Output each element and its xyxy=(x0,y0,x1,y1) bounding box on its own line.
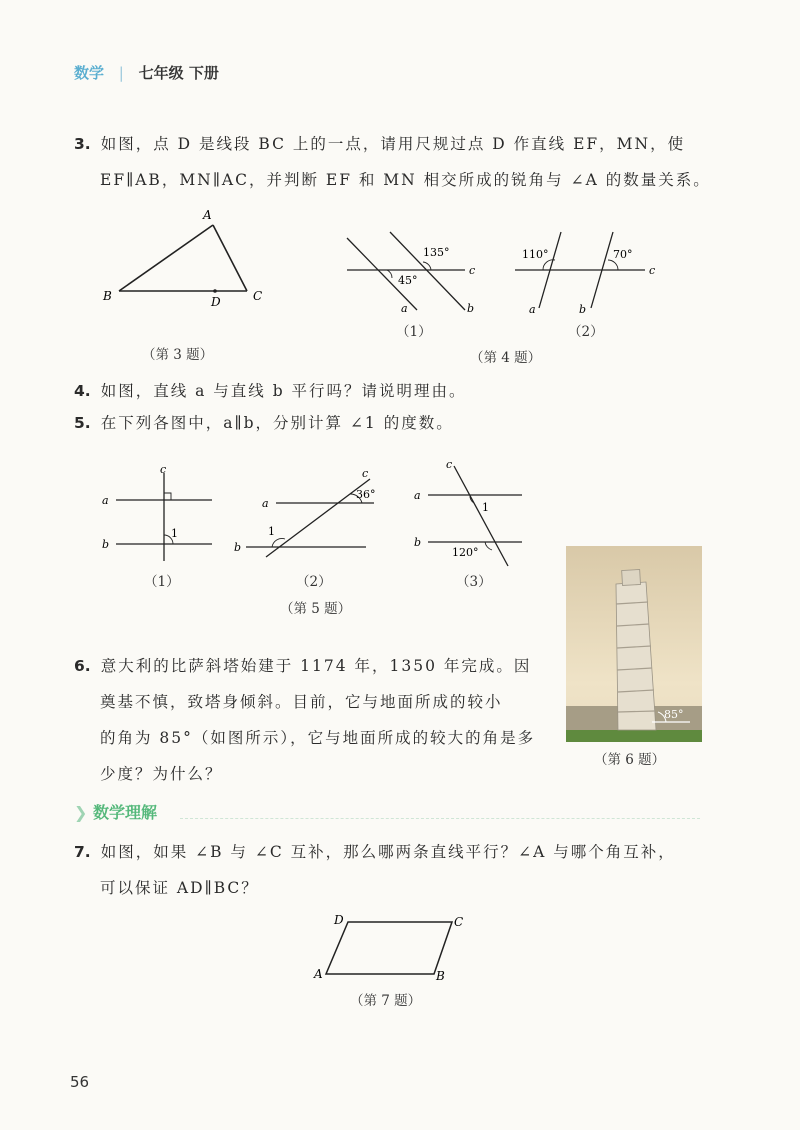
question-5 xyxy=(74,405,714,441)
right-angle-mark xyxy=(164,493,171,500)
label-120: 120° xyxy=(452,546,479,559)
label-b: b xyxy=(414,536,422,549)
figure-4-part-1 xyxy=(335,228,485,323)
label-c: c xyxy=(469,264,476,277)
arc-45 xyxy=(387,270,392,278)
caption-figure-5-1: （1） xyxy=(144,574,180,590)
caption-figure-5-2: （2） xyxy=(296,574,332,590)
label-85: 85° xyxy=(664,708,684,721)
label-c: C xyxy=(253,289,263,303)
header-grade: 七年级 下册 xyxy=(138,64,219,82)
question-6-line-2: 奠基不慎，致塔身倾斜。目前，它与地面所成的较小 xyxy=(100,693,503,711)
line-c xyxy=(266,479,370,557)
label-a: a xyxy=(414,489,421,502)
label-c: c xyxy=(649,264,656,277)
caption-question-3: （第 3 题） xyxy=(142,347,214,363)
label-45: 45° xyxy=(398,274,418,287)
point-d xyxy=(213,289,217,293)
question-7-line-2: 可以保证 AD∥BC？ xyxy=(100,879,259,897)
parallelogram-abcd xyxy=(326,922,452,974)
question-7-number: 7. xyxy=(74,843,91,861)
grass xyxy=(566,730,702,742)
label-d: D xyxy=(334,913,344,927)
header-separator: | xyxy=(118,64,124,82)
question-3-line-2: EF∥AB，MN∥AC，并判断 EF 和 MN 相交所成的锐角与 ∠A 的数量关系。 xyxy=(100,171,711,189)
label-c: c xyxy=(160,465,167,476)
question-6-line-4: 少度？为什么？ xyxy=(100,765,223,783)
page-number: 56 xyxy=(70,1073,90,1091)
caption-figure-4-2: （2） xyxy=(568,324,604,340)
label-b: B xyxy=(103,289,112,303)
label-b: b xyxy=(234,541,242,554)
caption-question-6: （第 6 题） xyxy=(594,752,666,768)
label-70: 70° xyxy=(613,248,633,261)
question-4-text: 如图，直线 a 与直线 b 平行吗？请说明理由。 xyxy=(100,382,467,400)
caption-question-5: （第 5 题） xyxy=(280,601,352,617)
question-6-line-3: 的角为 85°（如图所示），它与地面所成的较大的角是多 xyxy=(100,729,536,747)
label-b: b xyxy=(467,302,475,315)
question-4 xyxy=(74,373,714,409)
figure-3-triangle xyxy=(95,205,275,315)
question-5-text: 在下列各图中，a∥b，分别计算 ∠1 的度数。 xyxy=(100,414,454,432)
figure-5-part-3 xyxy=(410,460,535,570)
question-7 xyxy=(74,834,724,906)
caption-question-7: （第 7 题） xyxy=(350,993,422,1009)
chevron-right-icon: ❯ xyxy=(74,803,88,822)
leaning-tower-photo xyxy=(566,546,702,742)
label-c: c xyxy=(446,460,453,471)
running-header xyxy=(74,62,219,83)
figure-4-part-2 xyxy=(505,228,665,323)
header-subject: 数学 xyxy=(74,64,105,82)
label-1: 1 xyxy=(268,525,275,538)
question-6-number: 6. xyxy=(74,657,91,675)
caption-figure-5-3: （3） xyxy=(456,574,492,590)
label-a: A xyxy=(203,208,212,222)
label-a: a xyxy=(262,497,269,510)
label-d: D xyxy=(211,295,221,309)
label-b: b xyxy=(102,538,110,551)
question-5-number: 5. xyxy=(74,414,91,432)
figure-5-part-2 xyxy=(228,465,378,565)
figure-5-part-1 xyxy=(98,465,218,565)
question-6-line-1: 意大利的比萨斜塔始建于 1174 年，1350 年完成。因 xyxy=(100,657,532,675)
label-110: 110° xyxy=(522,248,549,261)
figure-7-parallelogram xyxy=(312,910,472,985)
caption-question-4: （第 4 题） xyxy=(470,350,542,366)
question-6 xyxy=(74,648,554,792)
arc-70 xyxy=(608,260,618,270)
label-1: 1 xyxy=(482,501,489,514)
arc-110 xyxy=(543,260,555,270)
section-divider xyxy=(180,818,700,819)
label-a: a xyxy=(102,494,109,507)
label-36: 36° xyxy=(356,488,376,501)
section-title xyxy=(74,800,157,823)
segment-ab xyxy=(119,225,213,291)
label-a: a xyxy=(401,302,408,315)
line-b xyxy=(390,232,465,310)
label-b: b xyxy=(579,303,587,316)
label-a: A xyxy=(314,967,323,981)
question-7-line-1: 如图，如果 ∠B 与 ∠C 互补，那么哪两条直线平行？∠A 与哪个角互补， xyxy=(100,843,676,861)
section-title-text: 数学理解 xyxy=(92,803,157,822)
arc-135 xyxy=(423,262,431,270)
question-3-line-1: 如图，点 D 是线段 BC 上的一点，请用尺规过点 D 作直线 EF，MN，使 xyxy=(100,135,686,153)
label-c: C xyxy=(454,915,464,929)
label-b: B xyxy=(436,969,445,983)
arc-1 xyxy=(272,539,285,547)
question-3-number: 3. xyxy=(74,135,91,153)
caption-figure-4-1: （1） xyxy=(396,324,432,340)
label-135: 135° xyxy=(423,246,450,259)
label-1: 1 xyxy=(171,527,178,540)
question-3 xyxy=(74,126,714,198)
label-a: a xyxy=(529,303,536,316)
arc-120 xyxy=(485,542,492,550)
question-4-number: 4. xyxy=(74,382,91,400)
segment-ac xyxy=(213,225,247,291)
label-c: c xyxy=(362,467,369,480)
